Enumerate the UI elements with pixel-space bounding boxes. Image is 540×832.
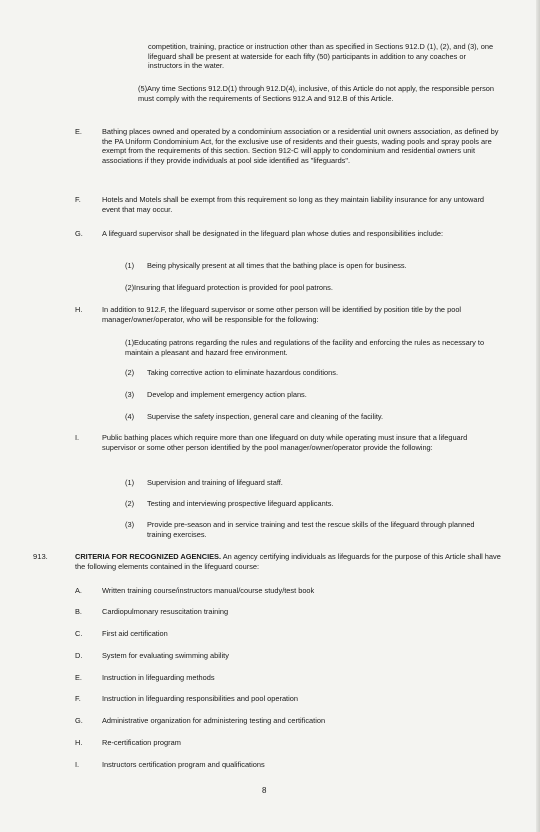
section-f-label: F.	[75, 195, 81, 204]
h-item-2-number: (2)	[125, 368, 135, 377]
page-edge-shadow	[536, 0, 540, 832]
s913-e-label: E.	[75, 673, 82, 682]
s913-g-label: G.	[75, 716, 83, 725]
i-item-1-number: (1)	[125, 478, 135, 487]
h-item-4-text: Supervise the safety inspection, general care and cleaning of the facility.	[147, 412, 384, 421]
s913-d-text: System for evaluating swimming ability	[102, 651, 229, 660]
g-item-2-text: (2)Insuring that lifeguard protection is provided for pool patrons.	[125, 283, 333, 292]
page-number: 8	[262, 786, 267, 795]
s913-i-label: I.	[75, 760, 80, 769]
section-913-intro	[75, 552, 502, 571]
s913-a-text: Written training course/instructors manual/course study/test book	[102, 586, 315, 595]
section-e-label: E.	[75, 127, 82, 136]
section-913-intro-text: An agency certifying individuals as lifeguards for the purpose of this Article shall have the following elements contained in the lifeguard course:	[75, 552, 501, 571]
h-item-1-text: (1)Educating patrons regarding the rules and regulations of the facility and enforcing the rules as necessary to maintain a pleasant and hazard free environment.	[125, 338, 485, 357]
g-item-1-text: Being physically present at all times that the bathing place is open for business.	[147, 261, 407, 270]
s913-i-text: Instructors certification program and qualifications	[102, 760, 265, 769]
section-i-label: I.	[75, 433, 80, 442]
section-h-label: H.	[75, 305, 83, 314]
s913-h-text: Re-certification program	[102, 738, 181, 747]
s913-h-label: H.	[75, 738, 83, 747]
s913-f-text: Instruction in lifeguarding responsibilities and pool operation	[102, 694, 298, 703]
section-913-number: 913.	[33, 552, 48, 561]
h-item-3-text: Develop and implement emergency action plans.	[147, 390, 307, 399]
i-item-2-text: Testing and interviewing prospective lifeguard applicants.	[147, 499, 334, 508]
s913-b-label: B.	[75, 607, 82, 616]
h-item-3-number: (3)	[125, 390, 135, 399]
s913-e-text: Instruction in lifeguarding methods	[102, 673, 215, 682]
item-5-paragraph: (5)Any time Sections 912.D(1) through 912.D(4), inclusive, of this Article do not apply, the responsible person must comply with the requirements of Sections 912.A and 912.B of this Article.	[138, 84, 495, 103]
i-item-3-text: Provide pre-season and in service training and test the rescue skills of the lifeguard through planned training exercises.	[147, 520, 475, 539]
section-h-text: In addition to 912.F, the lifeguard supervisor or some other person will be identified by position title by the pool manager/owner/operator, who will be responsible for the following:	[102, 305, 462, 324]
section-g-text: A lifeguard supervisor shall be designated in the lifeguard plan whose duties and responsibilities include:	[102, 229, 444, 238]
s913-c-text: First aid certification	[102, 629, 168, 638]
s913-f-label: F.	[75, 694, 81, 703]
section-f-text: Hotels and Motels shall be exempt from this requirement so long as they maintain liability insurance for any untoward event that may occur.	[102, 195, 485, 214]
section-913-heading: CRITERIA FOR RECOGNIZED AGENCIES.	[75, 552, 222, 561]
s913-d-label: D.	[75, 651, 83, 660]
i-item-2-number: (2)	[125, 499, 135, 508]
i-item-1-text: Supervision and training of lifeguard staff.	[147, 478, 283, 487]
h-item-4-number: (4)	[125, 412, 135, 421]
section-i-text: Public bathing places which require more than one lifeguard on duty while operating must insure that a lifeguard supervisor or some other person identified by the pool manager/owner/operator provide the following:	[102, 433, 468, 452]
section-g-label: G.	[75, 229, 83, 238]
s913-a-label: A.	[75, 586, 82, 595]
continuation-paragraph: competition, training, practice or instruction other than as specified in Sections 912.D (1), (2), and (3), one lifeguard shall be present at waterside for each fifty (50) participants in addition to any coaches or instructors in the water.	[148, 42, 494, 71]
s913-g-text: Administrative organization for administering testing and certification	[102, 716, 326, 725]
section-e-text: Bathing places owned and operated by a condominium association or a residential unit owners association, as defined by the PA Uniform Condominium Act, for the exclusive use of residents and their guests, wading pools and spray pools are exempt from the requirements of this section. Section 912-C will apply to condominium and residential owners unit associations if they provide individuals at pool side identified as "lifeguards".	[102, 127, 499, 165]
g-item-1-number: (1)	[125, 261, 135, 270]
h-item-2-text: Taking corrective action to eliminate hazardous conditions.	[147, 368, 339, 377]
i-item-3-number: (3)	[125, 520, 135, 529]
s913-c-label: C.	[75, 629, 83, 638]
s913-b-text: Cardiopulmonary resuscitation training	[102, 607, 229, 616]
